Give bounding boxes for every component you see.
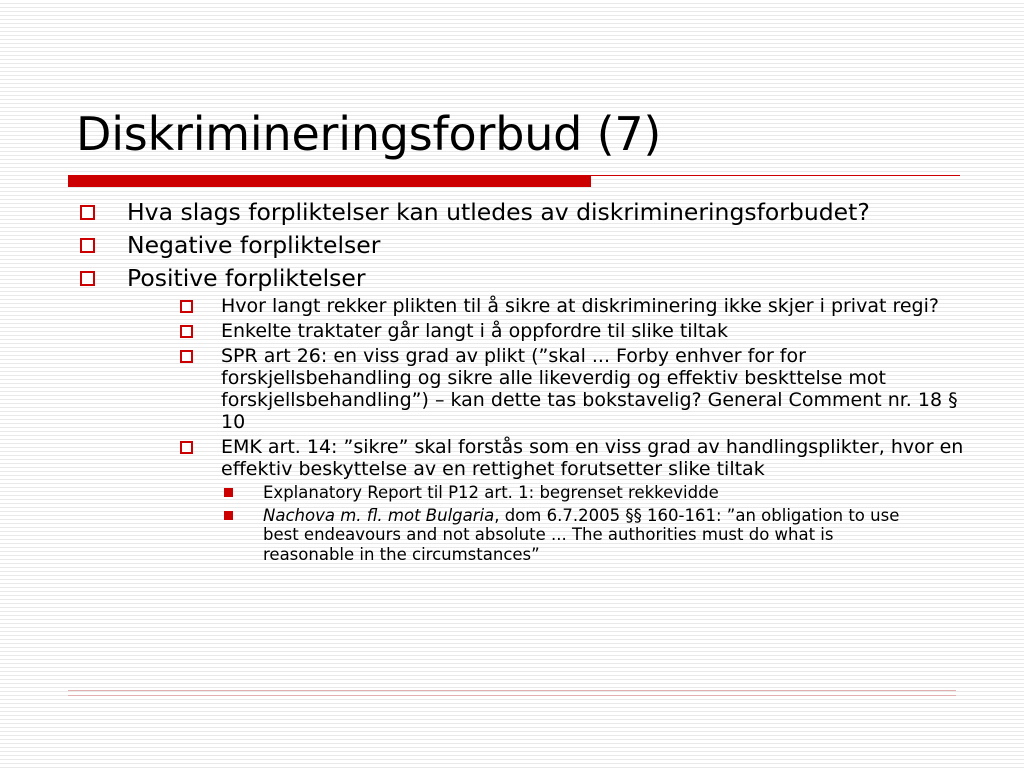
hollow-square-icon (80, 271, 95, 286)
sub-list-item-text: Hvor langt rekker plikten til å sikre at diskriminering ikke skjer i privat regi? (221, 295, 939, 317)
sub-list-item (0, 436, 1024, 480)
sub-sub-list-item-text: Explanatory Report til P12 art. 1: begrenset rekkevidde (263, 483, 719, 502)
list-item (0, 231, 1024, 259)
list-item (0, 264, 1024, 292)
filled-square-icon (224, 511, 233, 520)
sub-sub-list-item (0, 483, 1024, 503)
hollow-square-icon (180, 350, 193, 363)
case-name: Nachova m. fl. mot Bulgaria (263, 505, 495, 525)
hollow-square-icon (80, 238, 95, 253)
title-underline-thin (591, 175, 960, 176)
hollow-square-icon (180, 300, 193, 313)
hollow-square-icon (180, 325, 193, 338)
title-underline-thick (68, 175, 591, 187)
sub-list-item (0, 320, 1024, 342)
bullet-list (0, 198, 1024, 567)
list-item (0, 198, 1024, 226)
footer-rule-bottom (68, 695, 956, 696)
sub-sub-list-item (0, 506, 1024, 565)
sub-list-item-text: EMK art. 14: ”sikre” skal forstås som en viss grad av handlingsplikter, hvor en effektiv beskyttelse av en rettighet forutsetter slike tiltak (221, 436, 964, 480)
filled-square-icon (224, 488, 233, 497)
sub-list-item (0, 345, 1024, 433)
footer-rule-top (68, 690, 956, 691)
sub-list-item-text: SPR art 26: en viss grad av plikt (”skal ... Forby enhver for for forskjellsbehandling og sikre alle likeverdig og effektiv beskttelse mot forskjellsbehandling”) – kan dette tas bokstavelig? General Comment nr. 18 § 10 (221, 345, 958, 433)
list-item-text: Negative forpliktelser (127, 231, 381, 259)
sub-list-item (0, 295, 1024, 317)
sub-list-item-text: Enkelte traktater går langt i å oppfordre til slike tiltak (221, 320, 728, 342)
list-item-text: Positive forpliktelser (127, 264, 366, 292)
slide-title: Diskrimineringsforbud (7) (76, 107, 662, 161)
sub-sub-list-item-text: , dom 6.7.2005 §§ 160-161: ”an obligation to use best endeavours and not absolute ... The authorities must do what is reasonable in the circumstances” (263, 505, 900, 564)
list-item-text: Hva slags forpliktelser kan utledes av diskrimineringsforbudet? (127, 198, 870, 226)
hollow-square-icon (180, 441, 193, 454)
hollow-square-icon (80, 205, 95, 220)
